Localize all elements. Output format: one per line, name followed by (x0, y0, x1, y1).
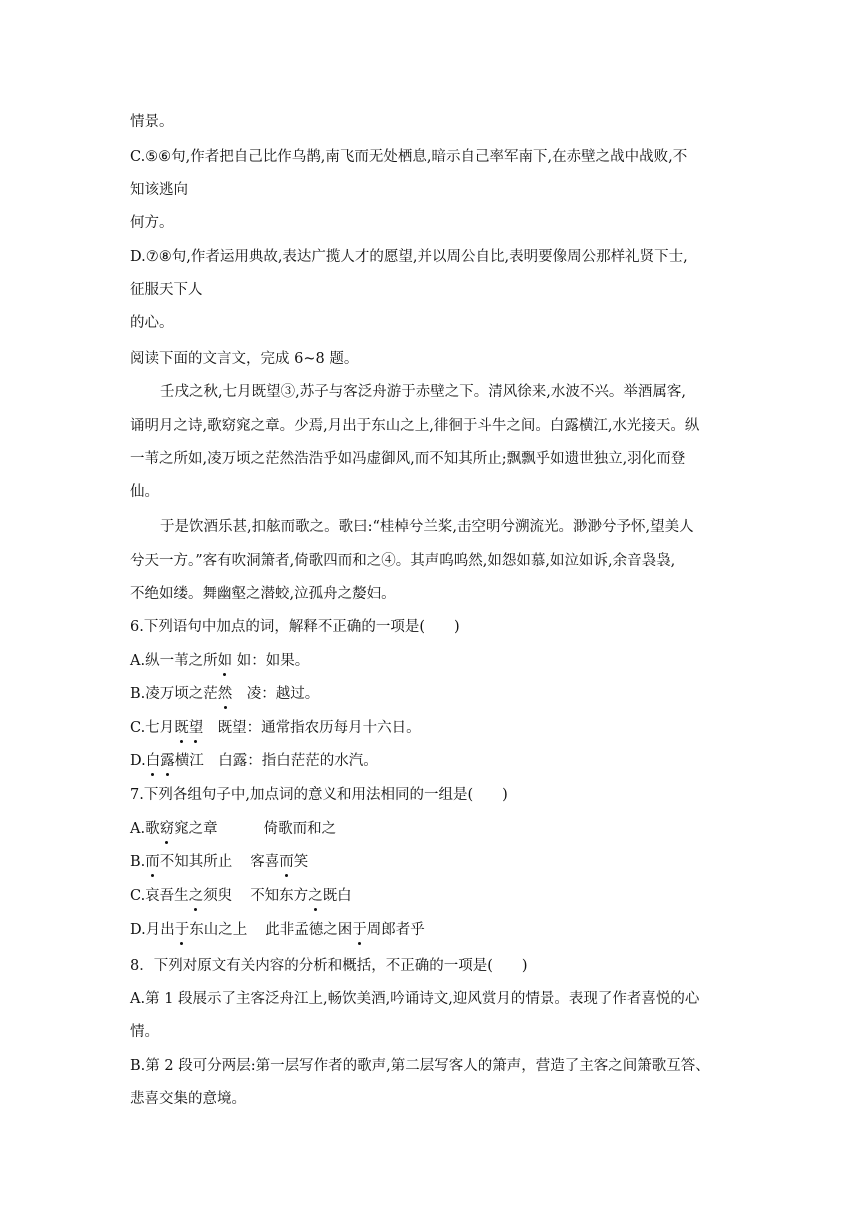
emphasis-dot-char: 而 (279, 854, 294, 870)
passage-line: 壬戌之秋,七月既望③,苏子与客泛舟游于赤壁之下。清风徐来,水波不兴。举酒属客, (160, 384, 686, 400)
emphasis-dot-char: 于 (352, 922, 367, 938)
question-6-option-d: D.白露横江 白露：指白茫茫的水汽。 (130, 753, 378, 769)
text-line: 何方。 (130, 215, 174, 231)
question-6-option-a: A.纵一苇之所如 如：如果。 (130, 653, 310, 669)
question-7-option-c: C.哀吾生之须臾 不知东方之既白 (130, 888, 352, 904)
emphasis-dot-char: 露 (160, 753, 175, 769)
passage-line: 诵明月之诗,歌窈窕之章。少焉,月出于东山之上,徘徊于斗牛之间。白露横江,水光接天。纵 (130, 418, 700, 434)
text-line: 情。 (130, 1024, 159, 1040)
emphasis-dot-char: 然 (217, 686, 233, 702)
text-line: 悲喜交集的意境。 (130, 1091, 246, 1107)
question-7-option-d: D.月出于东山之上 此非孟德之困于周郎者乎 (130, 922, 425, 938)
emphasis-dot-char: 于 (174, 922, 190, 938)
text-line: 情景。 (130, 114, 174, 130)
passage-line: 仙。 (130, 484, 159, 500)
question-7-option-a: A.歌窈窕之章 倚歌而和之 (130, 821, 337, 837)
emphasis-dot-char: 望 (188, 720, 204, 736)
emphasis-dot-char: 之 (308, 888, 323, 904)
text-line: 知该逃向 (130, 182, 188, 198)
question-8-stem: 8．下列对原文有关内容的分析和概括，不正确的一项是( ) (130, 958, 528, 974)
question-8-option-b: B.第 2 段可分两层:第一层写作者的歌声,第二层写客人的箫声，营造了主客之间箫歌互答、 (130, 1058, 710, 1074)
reading-instruction: 阅读下面的文言文，完成 6~8 题。 (130, 351, 359, 367)
question-7-stem: 7.下列各组句子中,加点词的意义和用法相同的一组是( ) (130, 787, 508, 803)
emphasis-dot-char: 既 (174, 720, 189, 736)
passage-line: 兮天一方。”客有吹洞箫者,倚歌四而和之④。其声呜呜然,如怨如慕,如泣如诉,余音袅袅, (130, 553, 676, 569)
emphasis-dot-char: 窈 (159, 821, 175, 837)
emphasis-dot-char: 白 (145, 753, 161, 769)
text-line: 的心。 (130, 315, 174, 331)
emphasis-dot-char: 如 (217, 653, 233, 669)
question-8-option-a: A.第 1 段展示了主客泛舟江上,畅饮美酒,吟诵诗文,迎风赏月的情景。表现了作者喜悦的心 (130, 991, 700, 1007)
question-6-option-c: C.七月既望 既望：通常指农历每月十六日。 (130, 720, 421, 736)
option-c-analysis: C.⑤⑥句,作者把自己比作乌鹊,南飞而无处栖息,暗示自己率军南下,在赤壁之战中战败,不 (130, 149, 688, 165)
emphasis-dot-char: 而 (145, 854, 160, 870)
emphasis-dot-char: 之 (188, 888, 204, 904)
question-7-option-b: B.而不知其所止 客喜而笑 (130, 854, 309, 870)
text-line: 征服天下人 (130, 282, 203, 298)
passage-line: 不绝如缕。舞幽壑之潜蛟,泣孤舟之嫠妇。 (130, 586, 396, 602)
question-6-stem: 6.下列语句中加点的词，解释不正确的一项是( ) (130, 619, 460, 635)
passage-line: 一苇之所如,凌万顷之茫然浩浩乎如冯虚御风,而不知其所止;飘飘乎如遗世独立,羽化而登 (130, 451, 686, 467)
passage-line: 于是饮酒乐甚,扣舷而歌之。歌曰:“桂棹兮兰桨,击空明兮溯流光。渺渺兮予怀,望美人 (160, 519, 694, 535)
question-6-option-b: B.凌万顷之茫然 凌：越过。 (130, 686, 320, 702)
option-d-analysis: D.⑦⑧句,作者运用典故,表达广揽人才的愿望,并以周公自比,表明要像周公那样礼贤下士, (130, 249, 688, 265)
